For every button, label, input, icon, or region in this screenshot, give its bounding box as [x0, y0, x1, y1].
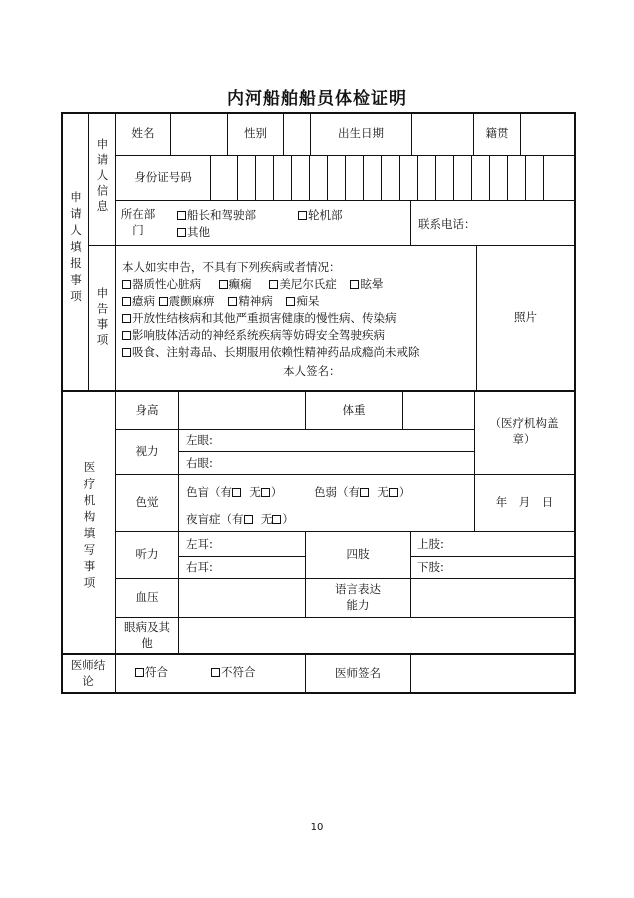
- eye-disease-label: 眼病及其他: [124, 619, 170, 650]
- declaration-checkbox[interactable]: [228, 297, 237, 306]
- stamp-label: （医疗机构盖章）: [489, 416, 559, 446]
- weight-label: 体重: [342, 402, 366, 417]
- unqualified-checkbox[interactable]: [211, 668, 220, 677]
- declaration-checkbox[interactable]: [269, 280, 278, 289]
- engine-checkbox[interactable]: [298, 211, 307, 220]
- phone-field[interactable]: [480, 203, 572, 243]
- height-field[interactable]: [179, 392, 305, 429]
- declaration-row: 癔病 震颤麻痹 精神病 痴呆: [122, 296, 319, 308]
- signature-label: 本人签名：: [283, 364, 341, 378]
- applicant-info-label: 申请人信息: [95, 138, 110, 216]
- declaration-row: 影响肢体活动的神经系统疾病等妨碍安全驾驶疾病: [122, 330, 385, 342]
- doctor-conclusion-label: 医师结论: [70, 657, 106, 688]
- declaration-checkbox[interactable]: [219, 280, 228, 289]
- birthdate-label: 出生日期: [338, 126, 384, 141]
- color-blind-option[interactable]: 色盲（有 无 ）: [186, 485, 283, 499]
- applicant-section-label: 申请人填报事项: [69, 191, 83, 307]
- color-vision-label: 色觉: [135, 495, 159, 510]
- photo-area[interactable]: 照片: [514, 310, 537, 325]
- lower-limb-label: 下肢:: [417, 560, 444, 574]
- name-label: 姓名: [131, 126, 155, 141]
- left-ear-label: 左耳:: [186, 537, 213, 551]
- department-label: 所在部门: [120, 207, 156, 237]
- color-weak-yes-checkbox[interactable]: [360, 488, 369, 497]
- color-blind-no-checkbox[interactable]: [261, 488, 270, 497]
- declaration-checkbox[interactable]: [122, 348, 131, 357]
- declaration-checkbox[interactable]: [122, 297, 131, 306]
- birthdate-field[interactable]: [412, 113, 473, 155]
- declaration-checkbox[interactable]: [286, 297, 295, 306]
- night-blind-option[interactable]: 夜盲症（有 无 ）: [186, 512, 294, 526]
- declaration-label: 申告事项: [95, 287, 110, 349]
- upper-limb-label: 上肢:: [417, 537, 444, 551]
- phone-label: 联系电话：: [418, 217, 476, 231]
- vision-label: 视力: [135, 444, 159, 459]
- deck-checkbox[interactable]: [177, 211, 186, 220]
- qualified-option[interactable]: 符合: [135, 667, 168, 679]
- declaration-checkbox[interactable]: [122, 280, 131, 289]
- id-number-field[interactable]: [211, 156, 574, 200]
- native-place-field[interactable]: [521, 113, 574, 155]
- blood-pressure-label: 血压: [135, 590, 159, 605]
- gender-label: 性别: [244, 126, 267, 141]
- dept-option-other[interactable]: 其他: [177, 227, 210, 239]
- declaration-intro: 本人如实申告，不具有下列疾病或者情况：: [122, 260, 341, 274]
- unqualified-option[interactable]: 不符合: [211, 667, 256, 679]
- color-weak-no-checkbox[interactable]: [389, 488, 398, 497]
- right-eye-label: 右眼:: [186, 456, 213, 470]
- id-number-label: 身份证号码: [134, 170, 192, 185]
- height-label: 身高: [135, 402, 159, 417]
- speech-ability-label: 语言表达能力: [335, 582, 381, 612]
- form-title: 内河船舶船员体检证明: [227, 89, 407, 109]
- native-place-label: 籍贯: [485, 126, 509, 141]
- weight-field[interactable]: [403, 392, 474, 429]
- qualified-checkbox[interactable]: [135, 668, 144, 677]
- night-blind-no-checkbox[interactable]: [272, 515, 281, 524]
- declaration-checkbox[interactable]: [122, 314, 131, 323]
- eye-disease-field[interactable]: [179, 618, 574, 653]
- dept-option-engine[interactable]: 轮机部: [298, 210, 343, 222]
- page-number: 10: [310, 822, 324, 833]
- doctor-signature-label: 医师签名: [335, 665, 381, 680]
- left-eye-label: 左眼:: [186, 433, 213, 447]
- declaration-checkbox[interactable]: [122, 331, 131, 340]
- dept-option-deck[interactable]: 船长和驾驶部: [177, 210, 256, 222]
- limbs-label: 四肢: [346, 547, 370, 562]
- date-label: 年 月 日: [495, 495, 554, 510]
- color-weak-option[interactable]: 色弱（有 无 ）: [314, 485, 411, 499]
- doctor-signature-field[interactable]: [411, 655, 574, 692]
- color-blind-yes-checkbox[interactable]: [232, 488, 241, 497]
- right-ear-label: 右耳:: [186, 560, 213, 574]
- declaration-row: 开放性结核病和其他严重损害健康的慢性病、传染病: [122, 313, 397, 325]
- blood-pressure-field[interactable]: [179, 579, 305, 617]
- declaration-row: 器质性心脏病 癫痫 美尼尔氏症 眩晕: [122, 279, 383, 291]
- declaration-checkbox[interactable]: [350, 280, 359, 289]
- gender-field[interactable]: [284, 113, 310, 155]
- speech-ability-field[interactable]: [411, 579, 574, 617]
- declaration-row: 吸食、注射毒品、长期服用依赖性精神药品成瘾尚未戒除: [122, 347, 420, 359]
- declaration-checkbox[interactable]: [159, 297, 168, 306]
- other-checkbox[interactable]: [177, 228, 186, 237]
- medical-section-label: 医疗机构填写事项: [82, 461, 97, 593]
- hearing-label: 听力: [135, 547, 159, 562]
- night-blind-yes-checkbox[interactable]: [244, 515, 253, 524]
- name-field[interactable]: [171, 113, 227, 155]
